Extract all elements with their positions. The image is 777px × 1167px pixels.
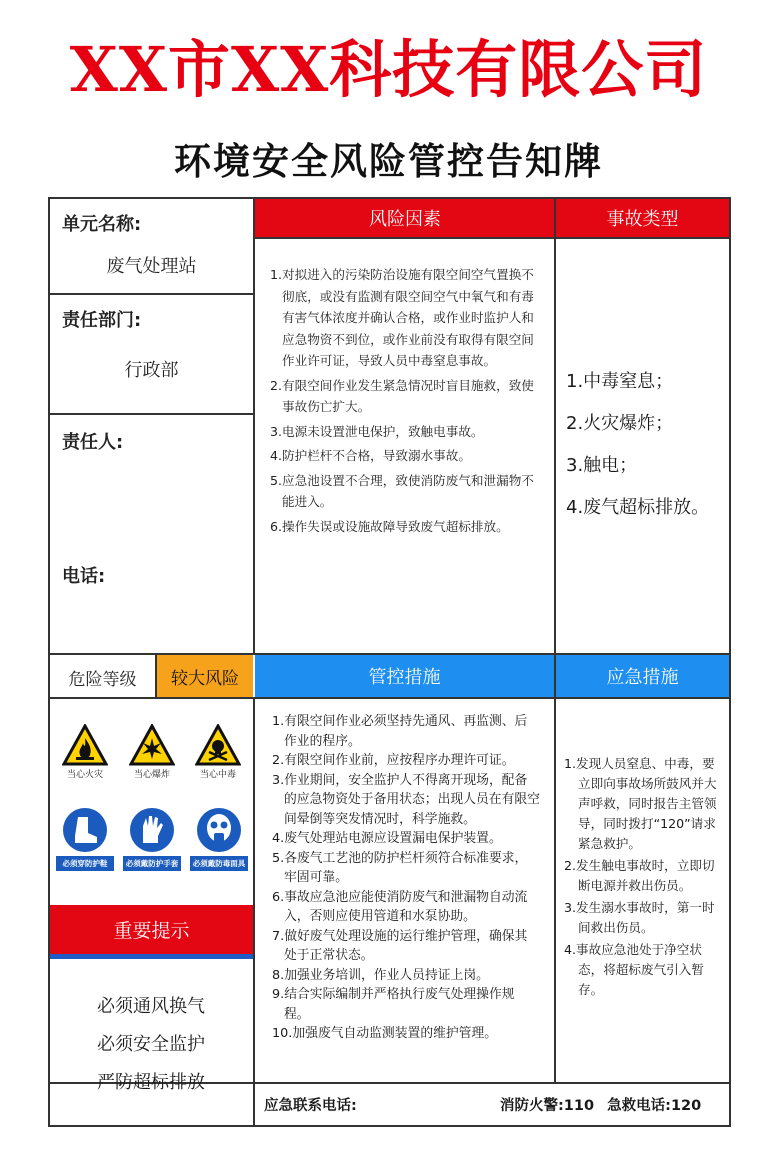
flame-icon xyxy=(62,724,108,766)
department-label: 责任部门: xyxy=(62,310,142,331)
unit-name-value: 废气处理站 xyxy=(106,256,197,277)
emergency-measure-item: 4.事故应急池处于净空状态，将超标废气引入暂存。 xyxy=(564,942,704,997)
control-measure-item: 4.废气处理站电源应设置漏电保护装置。 xyxy=(272,831,502,846)
emergency-measures-list xyxy=(564,754,724,1002)
skull-icon xyxy=(195,724,241,766)
warning-sign-fire xyxy=(57,724,113,780)
important-tips-header-label: 重要提示 xyxy=(113,920,190,942)
important-tips-list xyxy=(50,988,252,1102)
risk-factor-item: 3.电源未设置泄电保护，致触电事故。 xyxy=(270,423,484,439)
risk-factors-list xyxy=(270,264,540,540)
control-measure-item: 1.有限空间作业必须坚持先通风、再监测、后作业的程序。 xyxy=(272,714,528,749)
accident-types-list xyxy=(566,368,731,536)
risk-factors-header-label: 风险因素 xyxy=(369,209,441,230)
accident-types-header xyxy=(556,199,729,237)
control-measure-item: 5.各废气工艺池的防护栏杆须符合标准要求，牢固可靠。 xyxy=(272,850,528,885)
emergency-contact-label: 应急联系电话: xyxy=(264,1098,357,1114)
line-department xyxy=(50,413,253,415)
control-measure-item: 3.作业期间，安全监护人不得离开现场，配备的应急物资处于备用状态；出现人员在有限空间晕倒等突发情况时，科学施救。 xyxy=(272,772,540,827)
line-lower-header xyxy=(50,697,729,699)
risk-factor-item: 2.有限空间作业发生紧急情况时盲目施救，致使事故伤亡扩大。 xyxy=(270,377,534,414)
tip-item: 必须通风换气 xyxy=(97,996,205,1017)
emergency-measure-item: 1.发现人员窒息、中毒，要立即向事故场所鼓风并大声呼救，同时报告主管领导，同时拨打“120”请求紧急救护。 xyxy=(564,756,717,851)
important-tips-header xyxy=(50,905,253,954)
responsible-person-label: 责任人: xyxy=(62,432,124,453)
accident-type-item: 2.火灾爆炸； xyxy=(566,413,674,434)
warning-sign-caption: 当心中毒 xyxy=(199,770,236,780)
control-measure-item: 10.加强废气自动监测装置的维护管理。 xyxy=(272,1026,498,1041)
risk-factor-item: 5.应急池设置不合理，致使消防废气和泄漏物不能进入。 xyxy=(270,472,534,509)
emergency-measure-item: 3.发生溺水事故时，第一时间救出伤员。 xyxy=(564,900,715,935)
mandatory-sign-gloves xyxy=(123,806,181,871)
warning-sign-poison xyxy=(190,724,246,780)
line-unit xyxy=(50,293,253,295)
accident-type-item: 1.中毒窒息； xyxy=(566,371,674,392)
accident-type-item: 4.废气超标排放。 xyxy=(566,497,710,518)
emergency-measure-item: 2.发生触电事故时，立即切断电源并救出伤员。 xyxy=(564,858,715,893)
glove-icon xyxy=(128,806,176,854)
danger-level-label: 危险等级 xyxy=(68,670,137,690)
risk-factor-item: 1.对拟进入的污染防治设施有限空间空气置换不彻底，或没有监测有限空间空气中氧气和有毒有害气体浓度并确认合格，或作业时监护人和应急物资不到位，或作业前没有取得有限空间作业许可证，导致人员中毒窒息事故。 xyxy=(270,267,534,368)
control-measure-item: 7.做好废气处理设施的运行维护管理，确保其处于正常状态。 xyxy=(272,928,528,963)
company-name: XX市XX科技有限公司 xyxy=(69,33,708,106)
danger-level-value xyxy=(157,655,253,697)
divider-footer xyxy=(253,1082,255,1127)
control-measures-header xyxy=(255,655,554,697)
control-measures-header-label: 管控措施 xyxy=(368,667,441,688)
boot-icon xyxy=(61,806,109,854)
warning-sign-caption: 当心火灾 xyxy=(66,770,103,780)
control-measure-item: 9.结合实际编制并严格执行废气处理操作规程。 xyxy=(272,987,515,1022)
mandatory-sign-boots xyxy=(56,806,114,871)
divider-left xyxy=(253,199,255,653)
tips-blue-bar xyxy=(50,954,253,959)
divider-right xyxy=(554,199,556,1082)
unit-name-label: 单元名称: xyxy=(62,214,142,235)
warning-sign-explosion xyxy=(124,724,180,780)
warning-sign-caption: 当心爆炸 xyxy=(133,770,170,780)
accident-types-header-label: 事故类型 xyxy=(606,209,679,230)
tip-item: 严防超标排放 xyxy=(97,1072,205,1093)
explosion-icon xyxy=(129,724,175,766)
mandatory-sign-caption: 必须戴防护手套 xyxy=(123,856,181,871)
control-measure-item: 6.事故应急池应能使消防废气和泄漏物自动流入，否则应使用管道和水泵协助。 xyxy=(272,889,528,924)
mandatory-sign-caption: 必须穿防护鞋 xyxy=(56,856,114,871)
fire-alarm-number: 消防火警:110 xyxy=(500,1098,595,1114)
risk-factors-header xyxy=(255,199,555,237)
control-measure-item: 8.加强业务培训，作业人员持证上岗。 xyxy=(272,967,489,983)
danger-level-value-text: 较大风险 xyxy=(171,668,239,689)
emergency-measures-header-label: 应急措施 xyxy=(606,667,679,688)
board-title: 环境安全风险管控告知牌 xyxy=(174,140,603,183)
ambulance-number: 急救电话:120 xyxy=(607,1098,702,1114)
department-value: 行政部 xyxy=(124,360,179,381)
mandatory-sign-caption: 必须戴防毒面具 xyxy=(190,856,248,871)
mandatory-sign-gas-mask xyxy=(190,806,248,871)
risk-factor-item: 4.防护栏杆不合格，导致溺水事故。 xyxy=(270,448,471,463)
emergency-numbers xyxy=(500,1094,701,1115)
control-measures-list xyxy=(272,712,540,1044)
divider-left-lower xyxy=(253,697,255,1082)
line-under-header xyxy=(253,237,729,239)
risk-factor-item: 6.操作失误或设施故障导致废气超标排放。 xyxy=(270,518,509,534)
control-measure-item: 2.有限空间作业前，应按程序办理许可证。 xyxy=(272,753,515,768)
emergency-measures-header xyxy=(556,655,729,697)
tip-item: 必须安全监护 xyxy=(97,1034,205,1055)
phone-label: 电话: xyxy=(62,566,106,587)
gas-mask-icon xyxy=(195,806,243,854)
accident-type-item: 3.触电； xyxy=(566,455,638,476)
